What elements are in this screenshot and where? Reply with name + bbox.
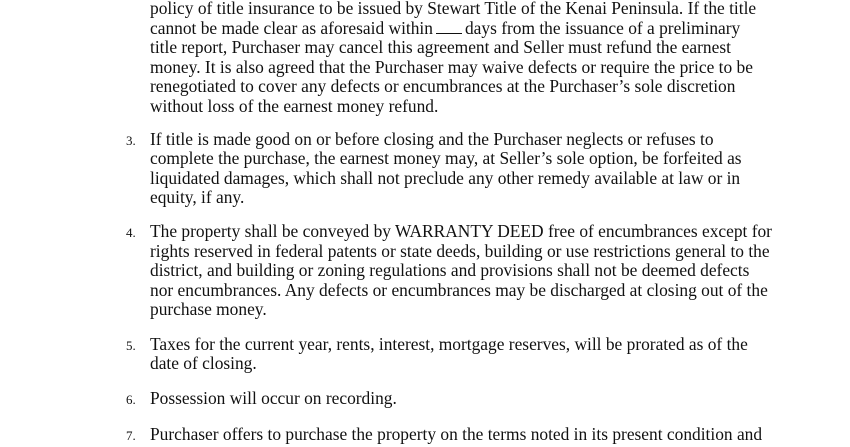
intro-line-2-start: cannot be made clear as aforesaid within [150,17,433,38]
item-number-4: 4. [126,225,136,240]
item-4-line-5: purchase money. [150,299,267,319]
item-number-3: 3. [126,133,136,148]
item-5-line-2: date of closing. [150,353,257,373]
item-5-line-1: Taxes for the current year, rents, interest, mortgage reserves, will be prorated as of the [150,333,748,354]
intro-line-3: title report, Purchaser may cancel this agreement and Seller must refund the earnest [150,37,731,57]
item-number-6: 6. [126,392,136,407]
item-4-line-3: district, and building or zoning regulations and provisions shall not be deemed defects [150,260,750,280]
item-4-line-4: nor encumbrances. Any defects or encumbrances may be discharged at closing out of the [150,279,768,300]
item-number-7: 7. [126,428,136,443]
intro-line-5: renegotiated to cover any defects or encumbrances at the Purchaser’s sole discretion [150,76,736,96]
item-3-line-4: equity, if any. [150,187,245,207]
item-number-5: 5. [126,338,136,353]
item-3-line-1: If title is made good on or before closing and the Purchaser neglects or refuses to [150,128,714,149]
days-blank-field[interactable] [436,20,462,34]
item-3-line-3: liquidated damages, which shall not preclude any other remedy available at law or in [150,167,741,188]
item-7-line-1: Purchaser offers to purchase the property on the terms noted in its present condition and [150,423,763,444]
intro-line-2 [150,19,740,39]
intro-line-1: policy of title insurance to be issued by Stewart Title of the Kenai Peninsula. If the title [150,0,757,18]
item-4-line-2: rights reserved in federal patents or state deeds, building or use restrictions general to the [150,240,770,261]
intro-line-2-end: days from the issuance of a preliminary [464,17,741,38]
item-3-line-2: complete the purchase, the earnest money may, at Seller’s sole option, be forfeited as [150,148,742,168]
intro-line-6: without loss of the earnest money refund. [150,95,439,116]
item-4-line-1: The property shall be conveyed by WARRANTY DEED free of encumbrances except for [150,221,772,241]
item-6-line-1: Possession will occur on recording. [150,387,397,408]
intro-line-4: money. It is also agreed that the Purchaser may waive defects or require the price to be [150,56,753,77]
